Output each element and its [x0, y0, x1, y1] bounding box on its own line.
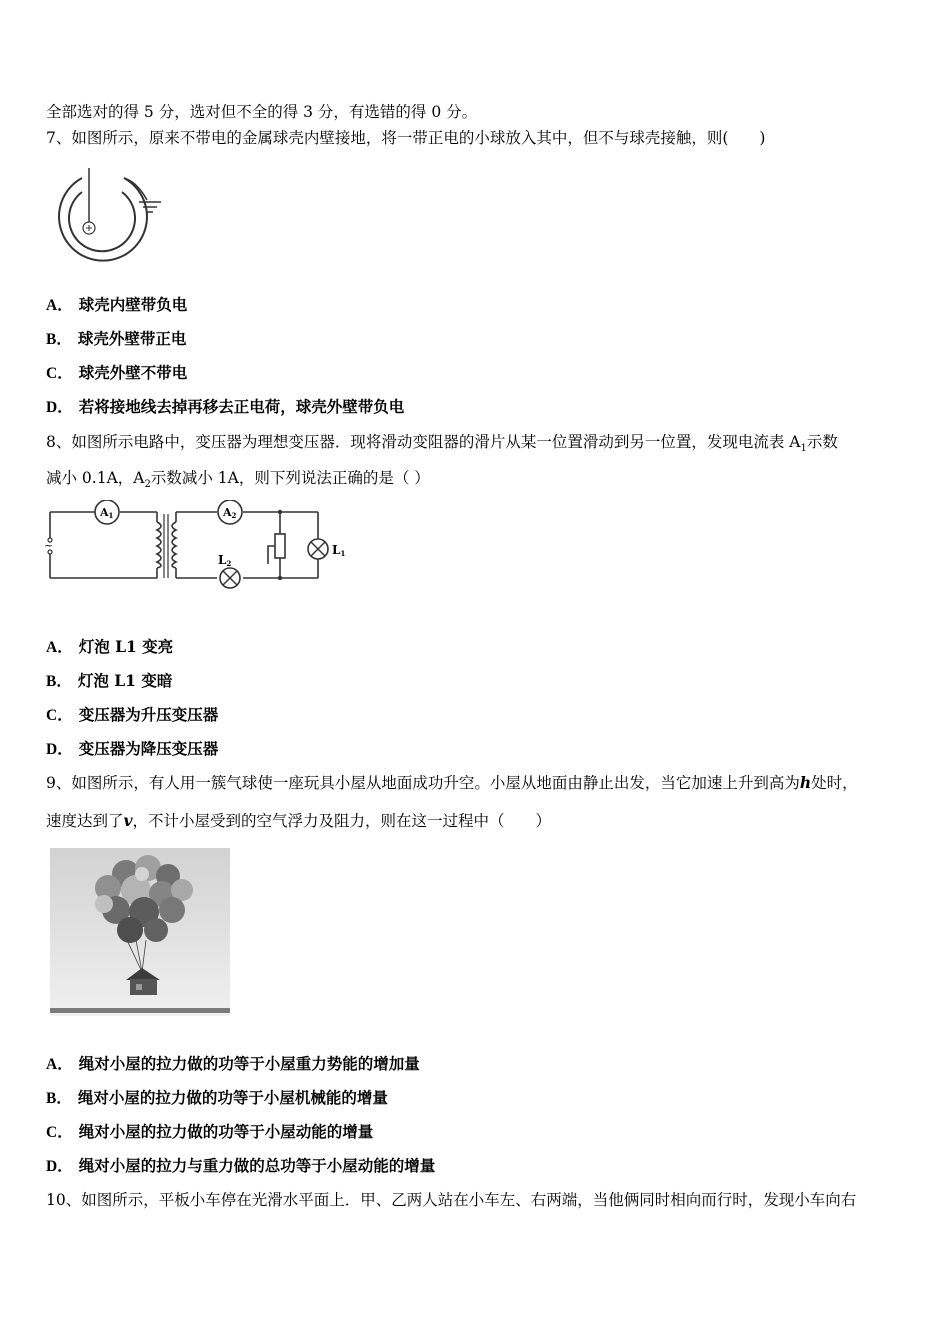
ac-source-symbol: ~ [44, 539, 54, 552]
q9-option-a: A． 绳对小屋的拉力做的功等于小屋重力势能的增加量 [46, 1054, 420, 1073]
q8-stem-line1: 8、如图所示电路中，变压器为理想变压器．现将滑动变阻器的滑片从某一位置滑动到另一位置，发现电流表 $A_1$示数 [46, 433, 838, 455]
ammeter-a1-icon [95, 500, 119, 524]
q9-stem-line2: 速度达到了v，不计小屋受到的空气浮力及阻力，则在这一过程中（ ） [46, 811, 552, 830]
q7-option-b: B． 球壳外壁带正电 [46, 329, 187, 348]
lamp-l2-icon [218, 553, 240, 588]
q8-stem-line2: 减小 0.1A，$A_2$示数减小 1A，则下列说法正确的是（ ） [46, 469, 430, 491]
q9-option-d: D． 绳对小屋的拉力与重力做的总功等于小屋动能的增量 [46, 1156, 436, 1175]
svg-text:L2: L2 [218, 553, 232, 568]
secondary-coil [172, 522, 176, 568]
rheostat-slider [268, 546, 275, 564]
q10-stem: 10、如图所示，平板小车停在光滑水平面上．甲、乙两人站在小车左、右两端，当他俩同时相向而行时，发现小车向右 [46, 1191, 857, 1209]
charged-ball-icon [83, 222, 95, 234]
q7-option-d: D． 若将接地线去掉再移去正电荷，球壳外壁带负电 [46, 397, 405, 416]
q8-option-d: D． 变压器为降压变压器 [46, 739, 219, 758]
shell-inner-arc [69, 192, 135, 251]
rheostat [275, 534, 285, 558]
q9-option-c: C． 绳对小屋的拉力做的功等于小屋动能的增量 [46, 1122, 374, 1141]
q7-figure-shell [42, 160, 167, 275]
q7-option-a: A． 球壳内壁带负电 [46, 295, 188, 314]
q7-option-c: C． 球壳外壁不带电 [46, 363, 188, 382]
q9-figure-balloon-house [46, 844, 234, 1022]
q8-option-a: A． 灯泡 L1 变亮 [46, 637, 174, 656]
q8-figure-circuit [40, 500, 360, 600]
svg-text:A2: A2 [223, 506, 237, 520]
svg-text:L1: L1 [332, 543, 346, 558]
q9-option-b: B． 绳对小屋的拉力做的功等于小屋机械能的增量 [46, 1088, 388, 1107]
primary-coil [157, 522, 161, 568]
ammeter-a2-icon [218, 500, 242, 524]
shell-outer-arc [59, 178, 147, 261]
q9-stem-line1: 9、如图所示，有人用一簇气球使一座玩具小屋从地面成功升空。小屋从地面由静止出发，当它加速上升到高为h处时， [46, 773, 858, 792]
q8-option-c: C． 变压器为升压变压器 [46, 705, 219, 724]
ground-line [50, 1008, 230, 1013]
q8-option-b: B． 灯泡 L1 变暗 [46, 671, 173, 690]
intro-text: 全部选对的得 5 分，选对但不全的得 3 分，有选错的得 0 分。 [46, 103, 478, 121]
q7-stem: 7、如图所示，原来不带电的金属球壳内壁接地，将一带正电的小球放入其中，但不与球壳接触，则( ) [46, 129, 766, 147]
lamp-l1-icon [308, 539, 345, 559]
ground-icon [139, 202, 161, 212]
svg-text:A1: A1 [100, 506, 114, 520]
